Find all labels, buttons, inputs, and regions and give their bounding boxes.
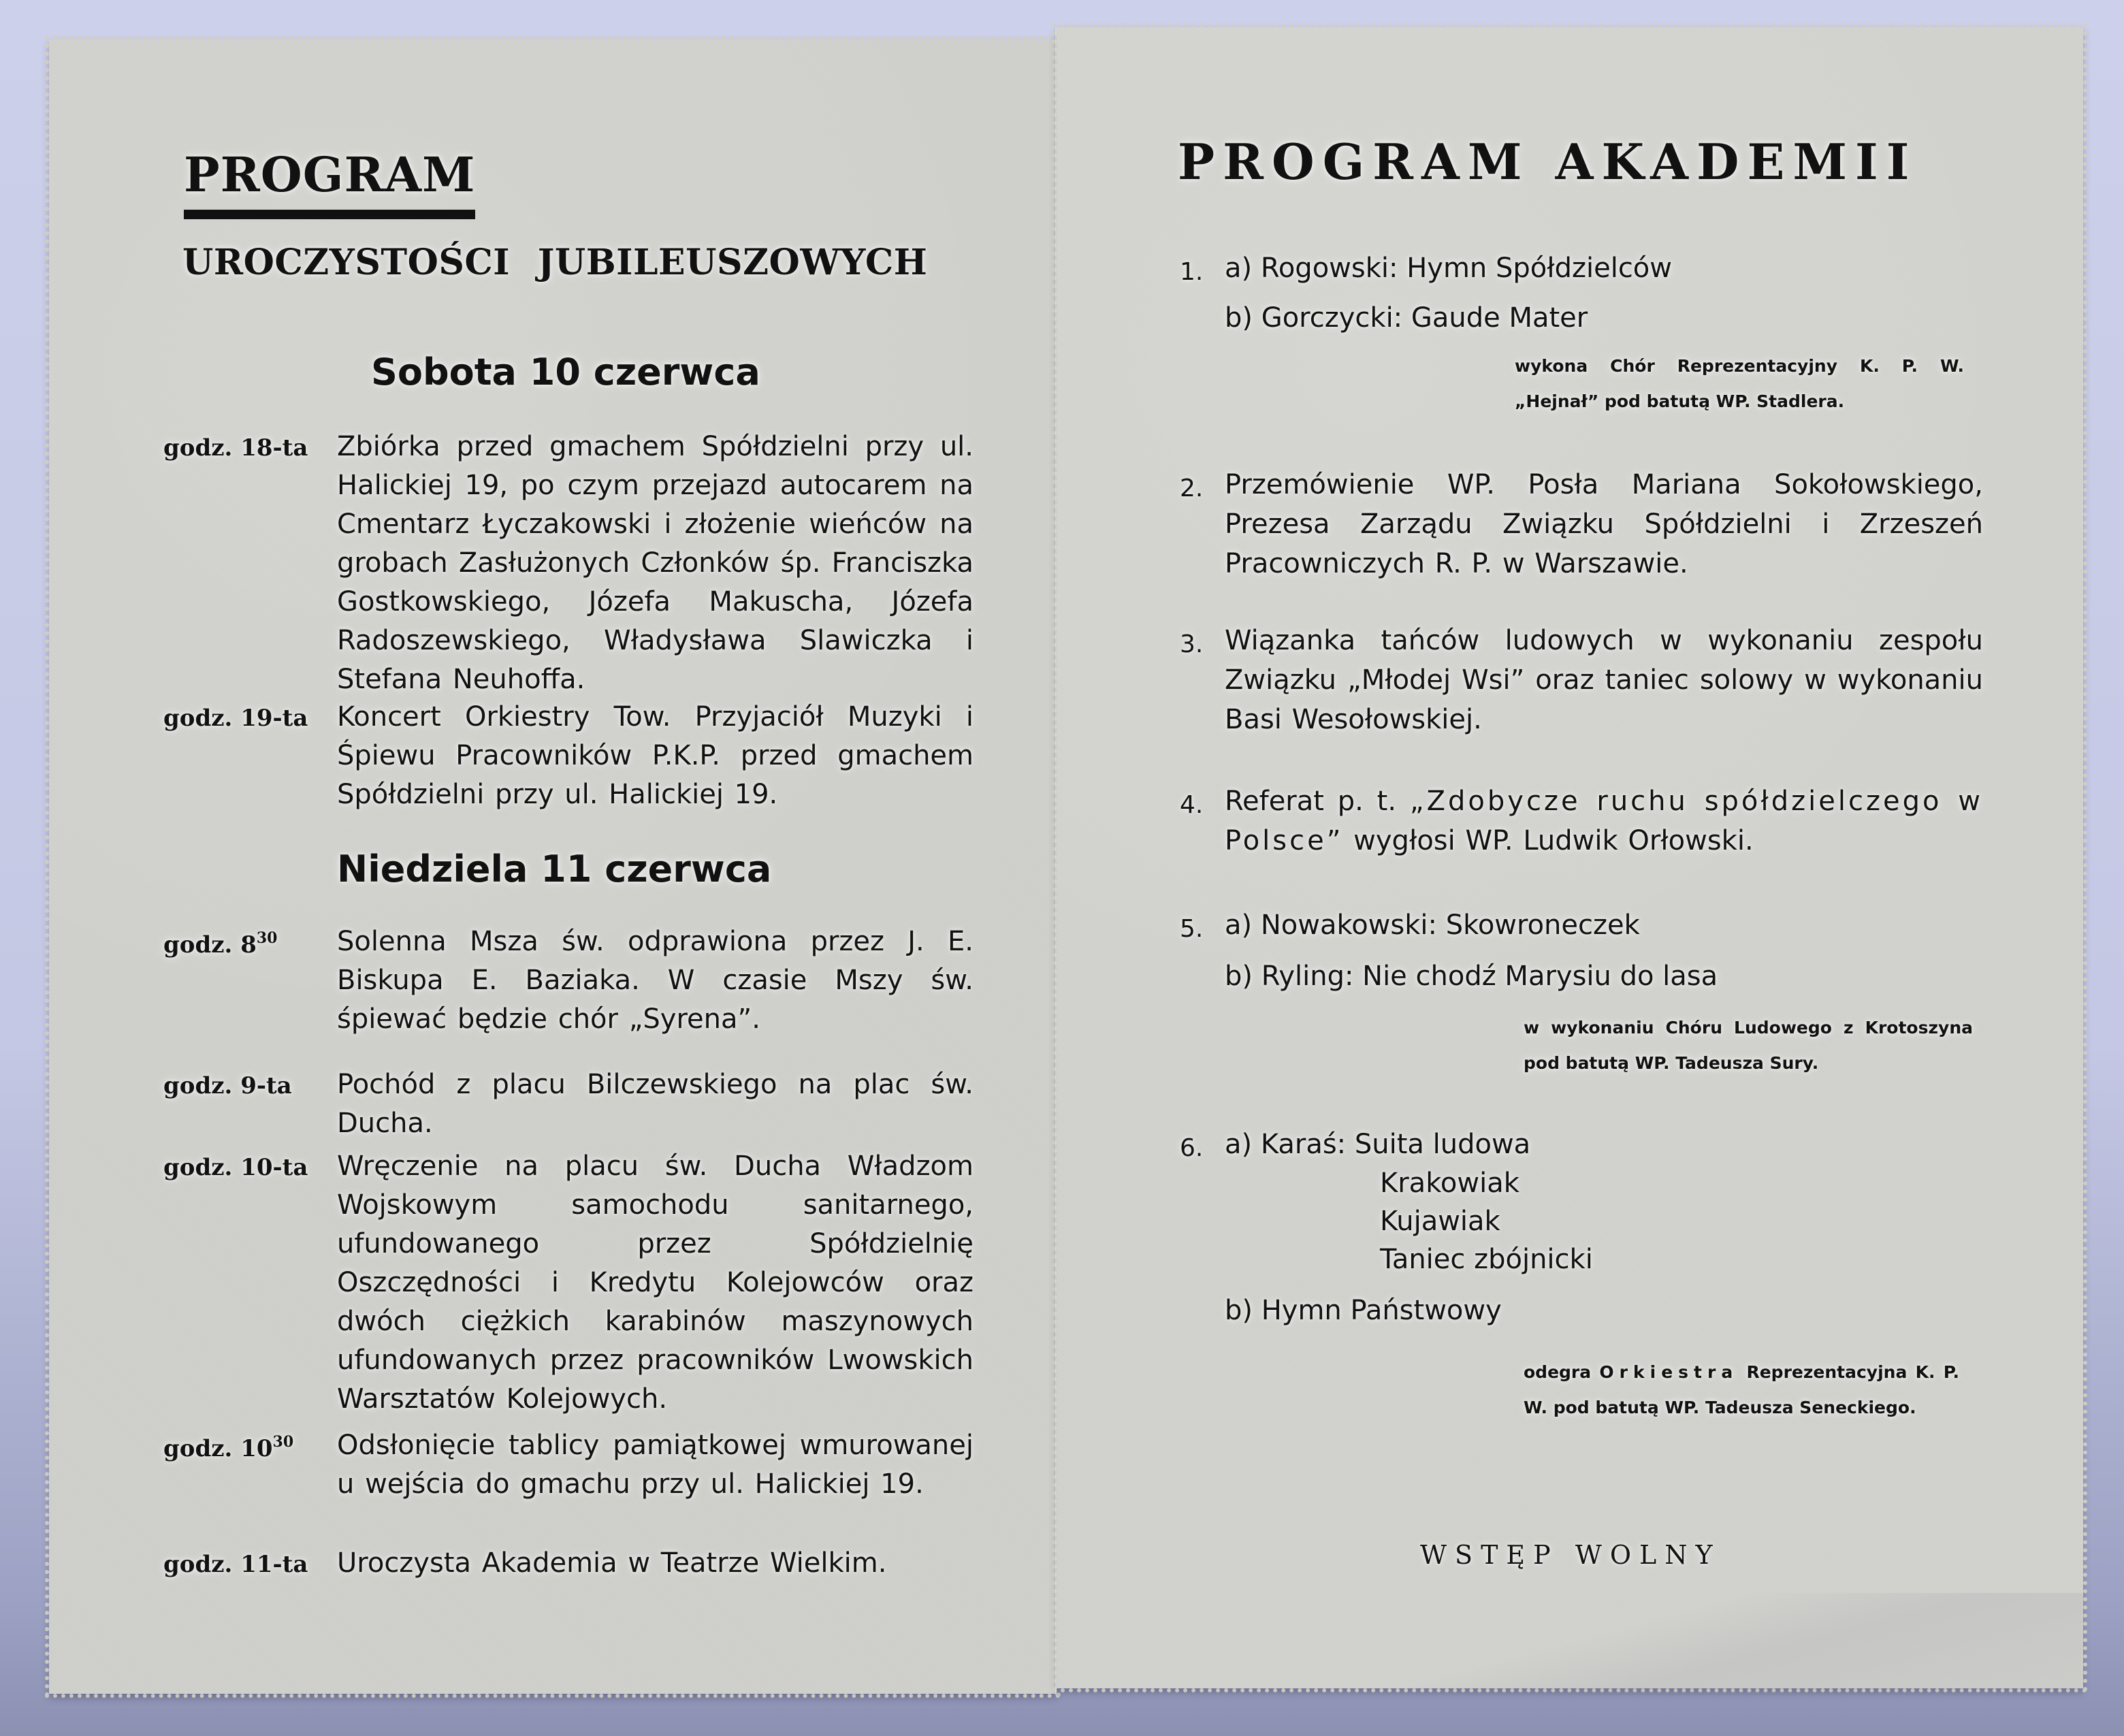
day-heading-saturday: Sobota 10 czerwca bbox=[371, 351, 760, 393]
dance-item: Taniec zbójnicki bbox=[1380, 1244, 1593, 1275]
event-time-minutes: 30 bbox=[272, 1433, 294, 1451]
event-time: godz. 9-ta bbox=[163, 1072, 292, 1099]
program-item bbox=[1180, 1125, 1983, 1330]
item-number: 4. bbox=[1180, 791, 1204, 819]
performer-credit bbox=[1524, 1355, 1959, 1426]
title-underline bbox=[184, 210, 475, 219]
dance-list bbox=[1380, 1164, 1983, 1279]
lecture-title: „Zdobycze ruchu spółdzielczego w Polsce” bbox=[1225, 786, 1983, 856]
item-line-b: b) Gorczycki: Gaude Mater bbox=[1225, 302, 1588, 334]
item-number: 1. bbox=[1180, 258, 1204, 286]
item-text: Wiązanka tańców ludowych w wykonaniu zespołu Związku „Młodej Wsi” oraz taniec solowy w wykonaniu Basi Wesołowskiej. bbox=[1225, 625, 1983, 735]
event-description: Wręczenie na placu św. Ducha Władzom Wojskowym samochodu sanitarnego, ufundowanego przez Spółdzielnię Oszczędności i Kredytu Kolejowców oraz dwóch ciężkich karabinów maszynowych ufundowanych przez pracowników Lwowskich Warsztatów Kolejowych. bbox=[337, 1151, 974, 1415]
event-description: Pochód z placu Bilczewskiego na plac św. Ducha. bbox=[337, 1069, 974, 1139]
event-time-hour: godz. 10 bbox=[163, 1435, 273, 1462]
schedule-event bbox=[163, 428, 974, 699]
day-heading-sunday: Niedziela 11 czerwca bbox=[337, 848, 772, 890]
free-admission-footer: WSTĘP WOLNY bbox=[1420, 1540, 1721, 1570]
item-text: Przemówienie WP. Posła Mariana Sokołowskiego, Prezesa Zarządu Związku Spółdzielni i Zrzeszeń Pracowniczych R. P. w Warszawie. bbox=[1225, 469, 1983, 579]
program-title: PROGRAM bbox=[184, 146, 476, 203]
event-time-hour: godz. 8 bbox=[163, 931, 257, 959]
event-time: godz. 11-ta bbox=[163, 1551, 308, 1578]
credit-orchestra: Orkiestra bbox=[1599, 1362, 1739, 1382]
schedule-event bbox=[163, 1065, 974, 1143]
event-description: Uroczysta Akademia w Teatrze Wielkim. bbox=[337, 1547, 887, 1579]
page-fold bbox=[1055, 27, 1057, 1695]
program-subtitle: UROCZYSTOŚCI JUBILEUSZOWYCH bbox=[182, 242, 928, 283]
program-item bbox=[1180, 905, 1983, 996]
item-line-a: a) Rogowski: Hymn Spółdzielców bbox=[1225, 253, 1672, 284]
program-item bbox=[1180, 782, 1983, 861]
performer-credit: w wykonaniu Chóru Ludowego z Krotoszyna pod batutą WP. Tadeusza Sury. bbox=[1524, 1018, 1973, 1073]
schedule-event bbox=[163, 922, 974, 1039]
event-description: Odsłonięcie tablicy pamiątkowej wmurowanej u wejścia do gmachu przy ul. Halickiej 19. bbox=[337, 1430, 974, 1500]
item-line-a: a) Karaś: Suita ludowa bbox=[1225, 1129, 1531, 1160]
event-description: Zbiórka przed gmachem Spółdzielni przy ul. Halickiej 19, po czym przejazd autocarem na Cmentarz Łyczakowski i złożenie wieńców na grobach Zasłużonych Członków śp. Franciszka Gostkowskiego, Józefa Makuscha, Józefa Radoszewskiego, Władysława Slawiczka i Stefana Neuhoffa. bbox=[337, 431, 974, 695]
schedule-event bbox=[163, 698, 974, 814]
item-number: 5. bbox=[1180, 915, 1204, 943]
item-line-b: b) Ryling: Nie chodź Marysiu do lasa bbox=[1225, 961, 1718, 992]
program-item bbox=[1180, 621, 1983, 739]
item-line-b: b) Hymn Państwowy bbox=[1225, 1295, 1502, 1326]
performer-credit: wykona Chór Reprezentacyjny K. P. W. „Hejnał” pod batutą WP. Stadlera. bbox=[1515, 356, 1964, 411]
program-item bbox=[1180, 248, 1983, 338]
dance-item: Krakowiak bbox=[1380, 1168, 1519, 1199]
program-item bbox=[1180, 465, 1983, 583]
event-time: godz. 19-ta bbox=[163, 705, 308, 732]
item-number: 3. bbox=[1180, 630, 1204, 658]
academy-program-title: PROGRAM AKADEMII bbox=[1178, 133, 1918, 191]
item-text-suffix: wygłosi WP. Ludwik Orłowski. bbox=[1343, 825, 1754, 856]
credit-prefix: odegra bbox=[1524, 1362, 1600, 1382]
item-number: 6. bbox=[1180, 1134, 1204, 1162]
dance-item: Kujawiak bbox=[1380, 1206, 1500, 1237]
event-time: godz. 10-ta bbox=[163, 1154, 308, 1181]
item-text bbox=[1225, 782, 1983, 861]
event-time-minutes: 30 bbox=[256, 929, 278, 947]
item-number: 2. bbox=[1180, 475, 1204, 502]
event-time: godz. 18-ta bbox=[163, 434, 308, 462]
item-text-prefix: Referat p. t. bbox=[1225, 786, 1410, 817]
schedule-event bbox=[163, 1147, 974, 1419]
event-description: Solenna Msza św. odprawiona przez J. E. Biskupa E. Baziaka. W czasie Mszy św. śpiewać będzie chór „Syrena”. bbox=[337, 926, 974, 1035]
schedule-event bbox=[163, 1426, 974, 1504]
credit-suffix: Reprezentacyjna K. P. W. pod batutą WP. Tadeusza Seneckiego. bbox=[1524, 1362, 1960, 1417]
event-time bbox=[163, 1426, 337, 1504]
schedule-event bbox=[163, 1544, 974, 1583]
event-description: Koncert Orkiestry Tow. Przyjaciół Muzyki i Śpiewu Pracowników P.K.P. przed gmachem Spółdzielni przy ul. Halickiej 19. bbox=[337, 701, 974, 810]
item-line-a: a) Nowakowski: Skowroneczek bbox=[1225, 910, 1640, 941]
event-time bbox=[163, 922, 337, 1039]
